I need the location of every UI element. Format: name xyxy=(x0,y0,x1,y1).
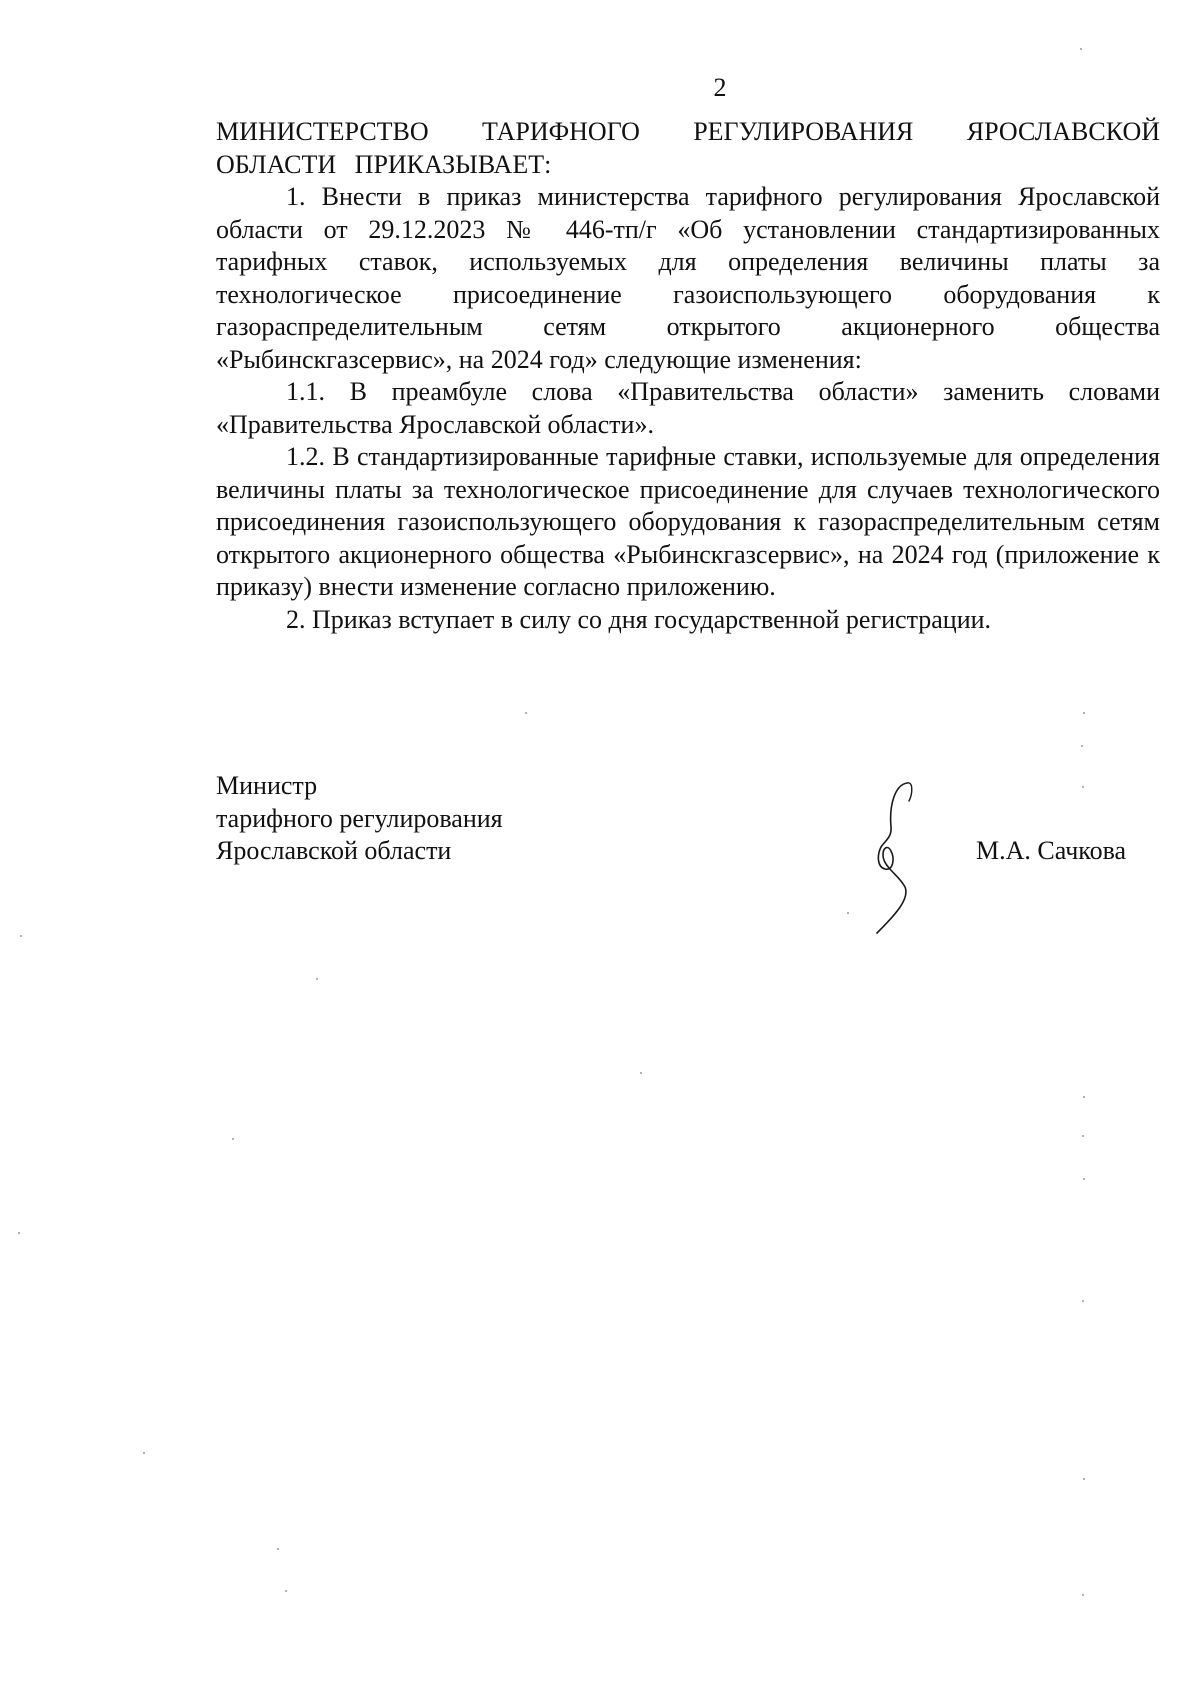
signer-position-line: Ярославской области xyxy=(216,836,452,865)
scan-speck xyxy=(18,1232,20,1234)
order-heading: МИНИСТЕРСТВО ТАРИФНОГО РЕГУЛИРОВАНИЯ ЯРОСЛАВСКОЙ ОБЛАСТИ ПРИКАЗЫВАЕТ: xyxy=(216,117,1160,179)
scan-speck xyxy=(285,1590,287,1592)
scan-speck xyxy=(1082,786,1084,788)
scan-speck xyxy=(1083,712,1085,714)
scan-speck xyxy=(277,1548,279,1550)
signer-name: М.А. Сачкова xyxy=(976,836,1127,865)
scan-speck xyxy=(640,1072,642,1074)
paragraph-1: 1. Внести в приказ министерства тарифного регулирования Ярославской области от 29.12.2023 № 446-тп/г «Об установлении стандартизированных тарифных ставок, используемых для определения величины платы за технологическое присоединение газоиспользующего оборудования к газораспределительным сетям открытого акционерного общества «Рыбинскгазсервис», на 2024 год» следующие изменения: xyxy=(216,182,1160,374)
scan-speck xyxy=(1081,745,1083,747)
paragraph-1-2: 1.2. В стандартизированные тарифные ставки, используемые для определения величины платы за технологическое присоединение для случаев технологического присоединения газоиспользующего оборудования к газораспределительным сетям открытого акционерного общества «Рыбинскгазсервис», на 2024 год (приложение к приказу) внести изменение согласно приложению. xyxy=(216,442,1160,601)
scan-speck xyxy=(232,1138,234,1140)
page-number: 2 xyxy=(713,73,727,102)
paragraph-2: 2. Приказ вступает в силу со дня государственной регистрации. xyxy=(286,604,992,634)
order-text xyxy=(216,116,1160,636)
scan-speck xyxy=(1082,1594,1084,1596)
scan-speck xyxy=(316,978,318,980)
paragraph-1-1: 1.1. В преамбуле слова «Правительства области» заменить словами «Правительства Ярославской области». xyxy=(216,377,1160,439)
scan-speck xyxy=(1080,48,1082,50)
signer-position-line: Министр xyxy=(216,771,318,800)
scan-speck xyxy=(1082,1135,1084,1137)
handwritten-signature xyxy=(855,775,945,935)
scan-speck xyxy=(1082,1300,1084,1302)
scan-speck xyxy=(143,1452,145,1454)
scan-speck xyxy=(1083,1096,1085,1098)
signer-position xyxy=(216,770,616,868)
scan-speck xyxy=(847,912,849,914)
scan-speck xyxy=(1083,1178,1085,1180)
scan-speck xyxy=(525,712,527,714)
scan-speck xyxy=(20,935,22,937)
scan-speck xyxy=(1083,1478,1085,1480)
signer-position-line: тарифного регулирования xyxy=(216,803,503,833)
